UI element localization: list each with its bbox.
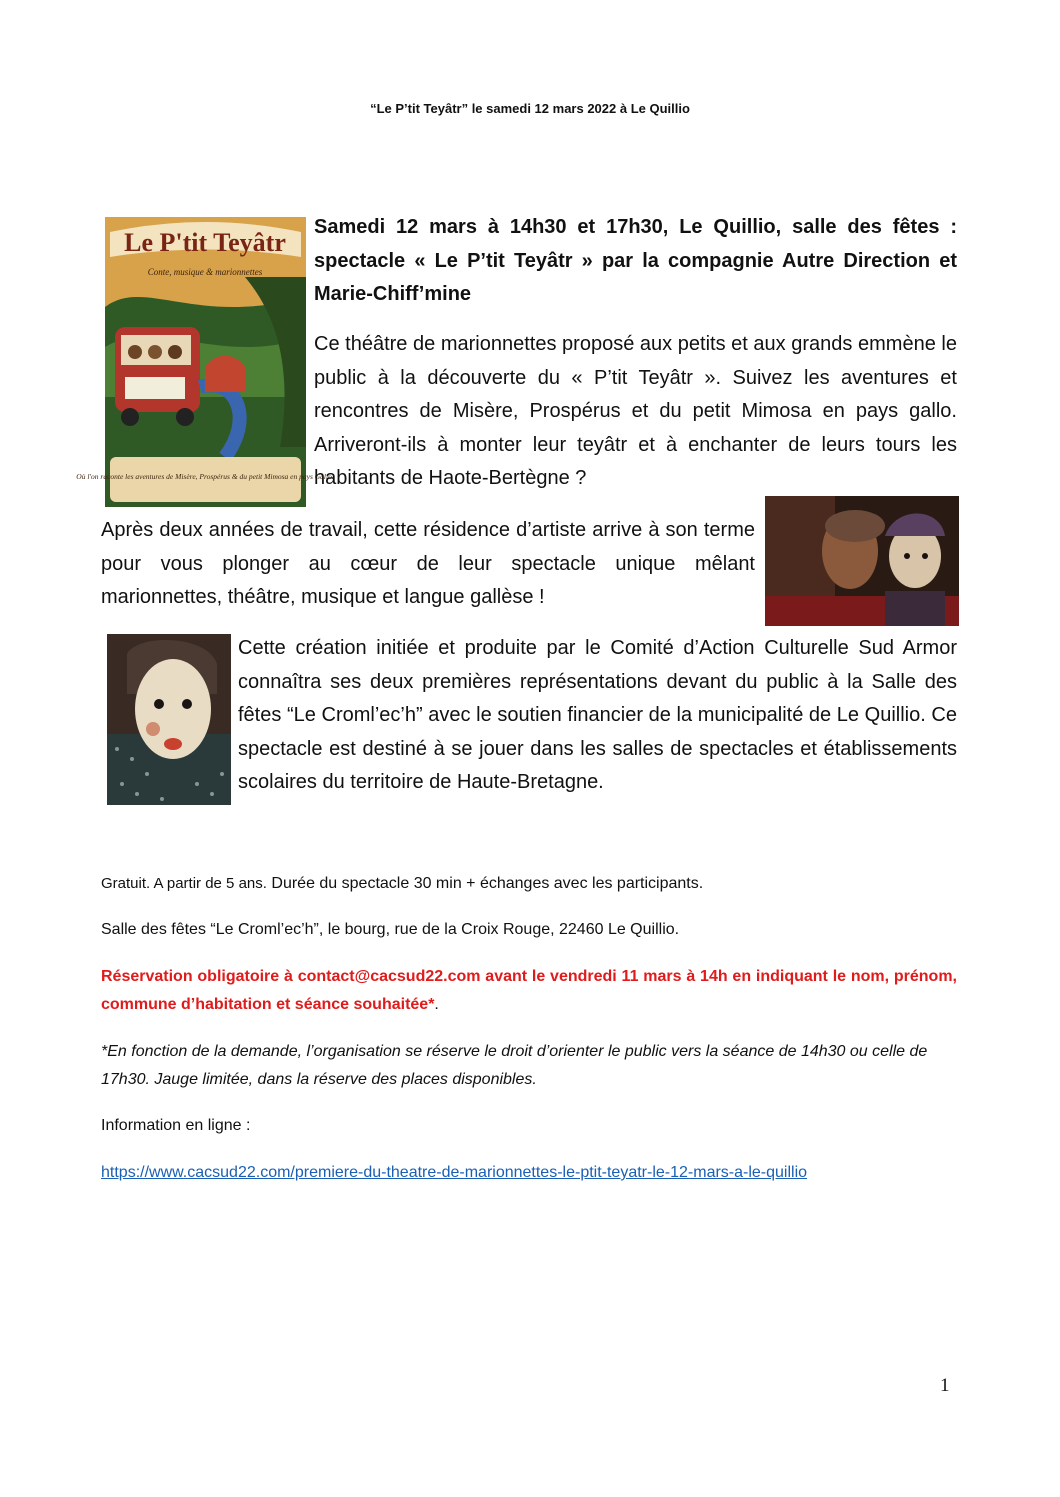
practical-info xyxy=(101,870,957,898)
poster-title: Le P'tit Teyâtr xyxy=(124,228,286,257)
reservation-notice xyxy=(101,963,957,1019)
poster-banner: Où l'on raconte les aventures de Misère, Prospérus & du petit Mimosa en pays Gallo. xyxy=(76,472,334,481)
poster-image xyxy=(76,217,334,507)
price-text: Gratuit. A partir de 5 ans. xyxy=(101,875,267,892)
creation-paragraph: Cette création initiée et produite par le Comité d’Action Culturelle Sud Armor connaîtra ses deux premières représentations devant du public à la Salle des fêtes “Le Croml’ec’h” avec le soutien financier de la municipalité de Le Quillio. Ce spectacle est destiné à se jouer dans les salles de spectacles et établissements scolaires du territoire de Haute-Bretagne. xyxy=(238,637,957,793)
page-title: “Le P’tit Teyâtr” le samedi 12 mars 2022 à Le Quillio xyxy=(370,101,690,116)
online-label: Information en ligne : xyxy=(101,1117,251,1134)
residence-paragraph: Après deux années de travail, cette résidence d’artiste arrive à son terme pour vous plonger au cœur de leur spectacle unique mêlant marionnettes, théâtre, musique et langue gallèse ! xyxy=(101,519,755,608)
puppet-face-photo xyxy=(107,634,231,805)
reservation-text: Réservation obligatoire à contact@cacsud22.com avant le vendredi 11 mars à 14h en indiquant le nom, prénom, commune d’habitation et séance souhaitée* xyxy=(101,968,957,1013)
capacity-note: *En fonction de la demande, l’organisation se réserve le droit d’orienter le public vers la séance de 14h30 ou celle de 17h30. Jauge limitée, dans la réserve des places disponibles. xyxy=(101,1043,928,1088)
puppets-photo xyxy=(765,496,959,626)
event-heading: Samedi 12 mars à 14h30 et 17h30, Le Quillio, salle des fêtes : spectacle « Le P’tit Teyâtr » par la compagnie Autre Direction et Marie-Chiff’mine xyxy=(314,216,957,305)
intro-paragraph: Ce théâtre de marionnettes proposé aux petits et aux grands emmène le public à la découverte du « P’tit Teyâtr ». Suivez les aventures et rencontres de Misère, Prospérus et du petit Mimosa en pays gallo. Arriveront-ils à monter leur teyâtr et à enchanter de leurs tours les habitants de Haote-Bertègne ? xyxy=(314,333,957,489)
page-number: 1 xyxy=(940,1375,950,1396)
event-url-link[interactable]: https://www.cacsud22.com/premiere-du-theatre-de-marionnettes-le-ptit-teyatr-le-12-mars-a-le-quillio xyxy=(101,1164,808,1181)
poster-subtitle: Conte, musique & marionnettes xyxy=(147,267,263,277)
reservation-end: . xyxy=(434,996,439,1013)
online-link-row xyxy=(101,1159,957,1187)
duration-text: Durée du spectacle 30 min + échanges avec les participants. xyxy=(266,875,704,892)
venue-text: Salle des fêtes “Le Croml’ec’h”, le bourg, rue de la Croix Rouge, 22460 Le Quillio. xyxy=(101,921,680,938)
